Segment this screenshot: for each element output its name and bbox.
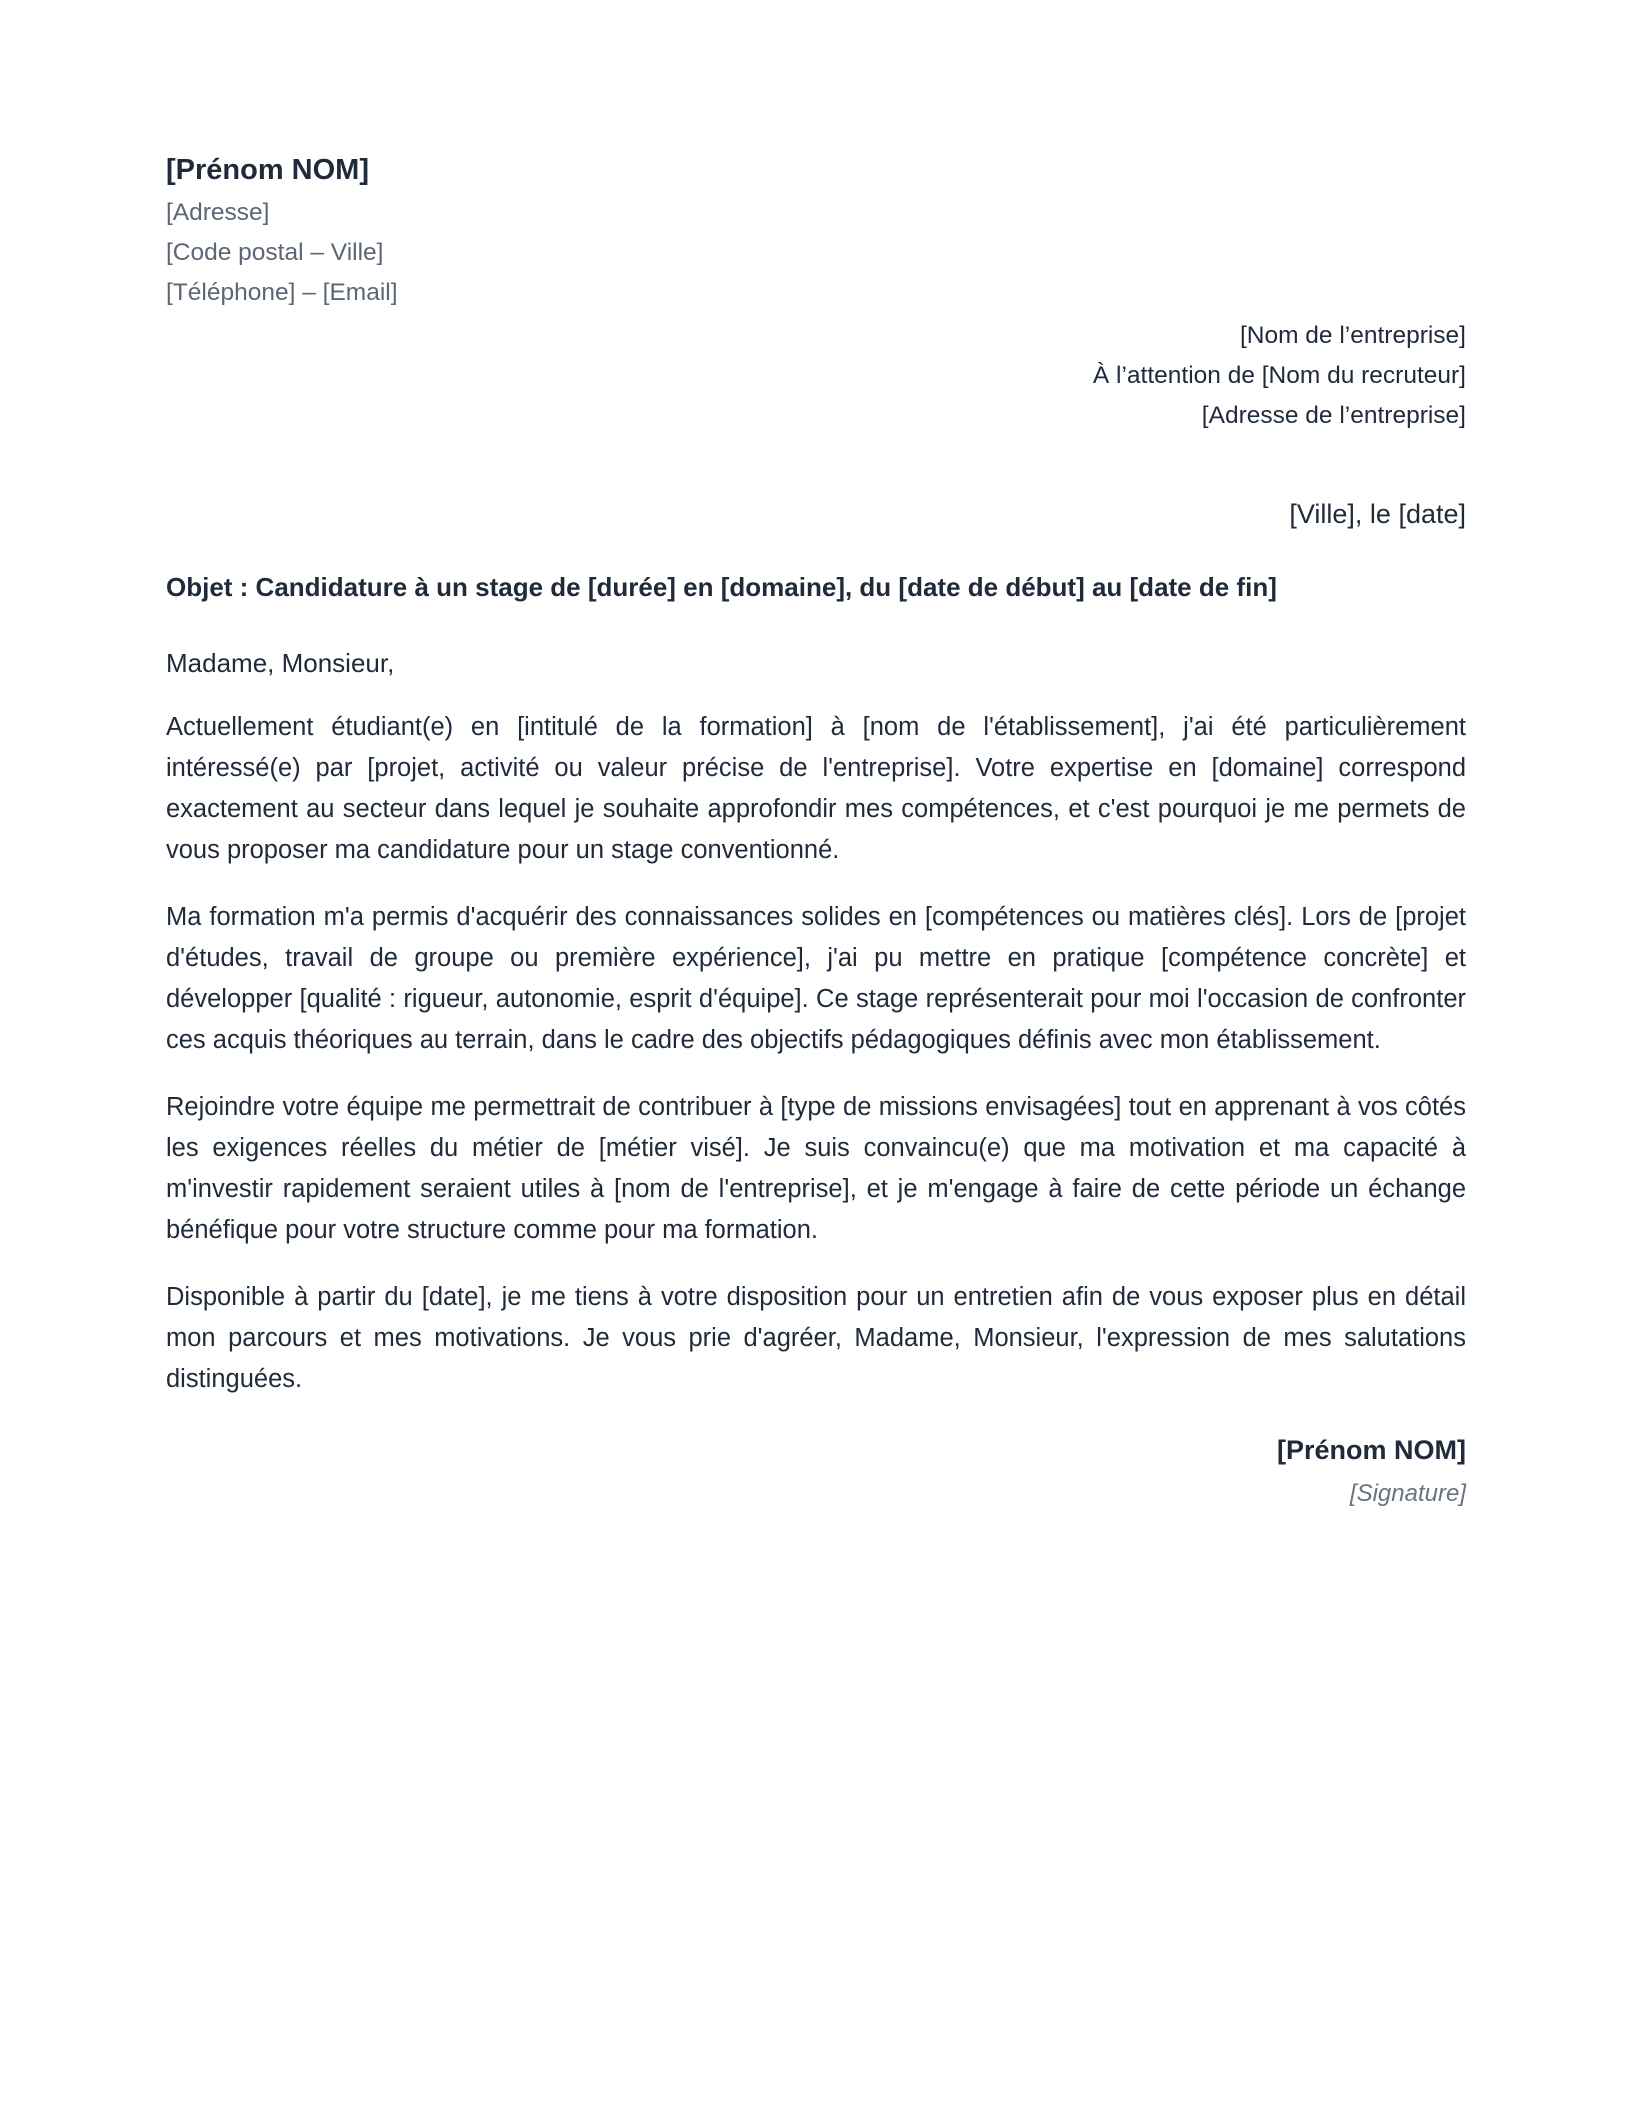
body-paragraph-2: Ma formation m'a permis d'acquérir des connaissances solides en [compétences ou matières clés]. Lors de [projet d'études, travail de groupe ou première expérience], j'ai pu mettre en pratique [compétence concrète] et développer [qualité : rigueur, autonomie, esprit d'équipe]. Ce stage représenterait pour moi l'occasion de confronter ces acquis théoriques au terrain, dans le cadre des objectifs pédagogiques définis avec mon établissement. (166, 903, 1466, 1054)
sender-name: [Prénom NOM] (166, 154, 369, 186)
signature-placeholder: [Signature] (1349, 1480, 1466, 1507)
sender-contact: [Téléphone] – [Email] (166, 279, 398, 306)
body-paragraph-4: Disponible à partir du [date], je me tiens à votre disposition pour un entretien afin de vous exposer plus en détail mon parcours et mes motivations. Je vous prie d'agréer, Madame, Monsieur, l'expression de mes salutations distinguées. (166, 1283, 1466, 1393)
body-paragraph-1: Actuellement étudiant(e) en [intitulé de la formation] à [nom de l'établissement], j'ai été particulièrement intéressé(e) par [projet, activité ou valeur précise de l'entreprise]. Votre expertise en [domaine] correspond exactement au secteur dans lequel je souhaite approfondir mes compétences, et c'est pourquoi je me permets de vous proposer ma candidature pour un stage conventionné. (166, 713, 1466, 864)
salutation: Madame, Monsieur, (166, 648, 395, 678)
sender-block (166, 152, 1466, 313)
recipient-attention: À l’attention de [Nom du recruteur] (1092, 362, 1466, 389)
letter-subject: Objet : Candidature à un stage de [durée] en [domaine], du [date de début] au [date de fin] (166, 572, 1277, 602)
recipient-address: [Adresse de l’entreprise] (1201, 402, 1466, 429)
recipient-block (166, 316, 1466, 436)
recipient-company: [Nom de l’entreprise] (1239, 322, 1466, 349)
place-date: [Ville], le [date] (1289, 499, 1466, 529)
letter-body (166, 152, 1466, 1512)
body-paragraph-3: Rejoindre votre équipe me permettrait de contribuer à [type de missions envisagées] tout en apprenant à vos côtés les exigences réelles du métier de [métier visé]. Je suis convaincu(e) que ma motivation et ma capacité à m'investir rapidement seraient utiles à [nom de l'entreprise], et je m'engage à faire de cette période un échange bénéfique pour votre structure comme pour ma formation. (166, 1093, 1466, 1244)
sender-address: [Adresse] (166, 199, 270, 226)
signature-block (166, 1432, 1466, 1512)
signature-name: [Prénom NOM] (1277, 1435, 1466, 1465)
sender-postal-city: [Code postal – Ville] (166, 239, 384, 266)
